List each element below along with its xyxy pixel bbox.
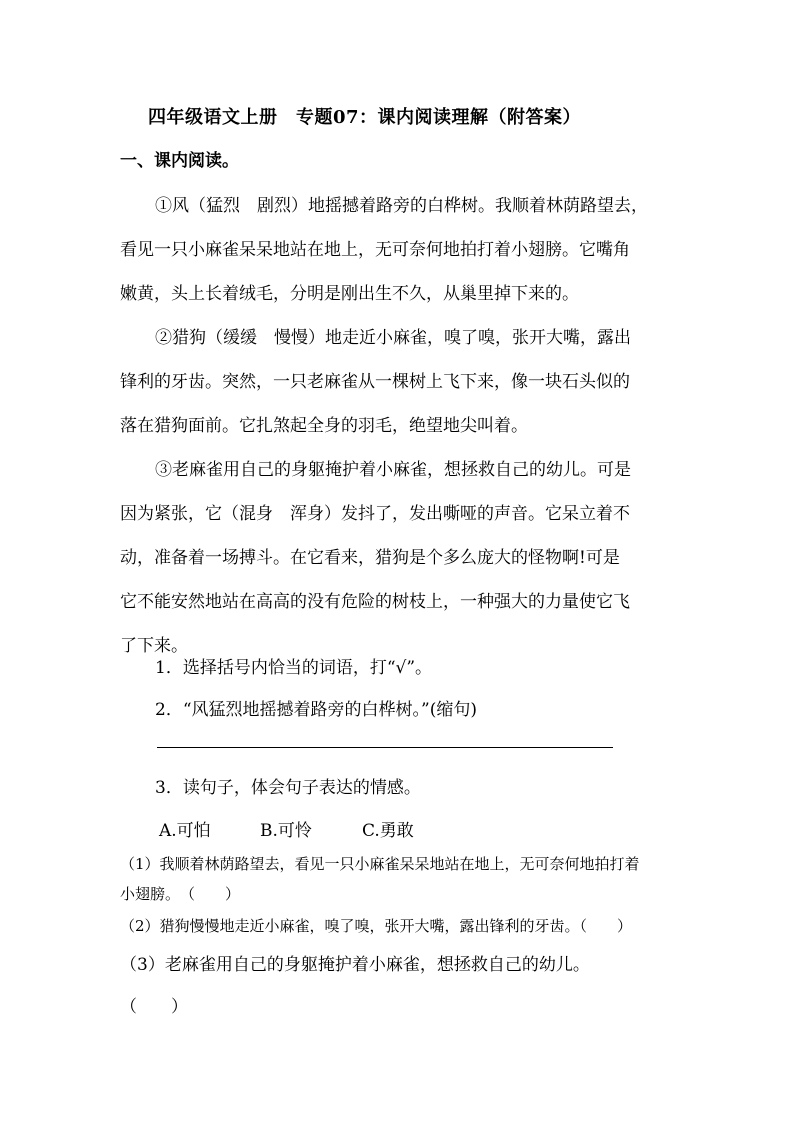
option-b: B.可怜 — [260, 821, 312, 841]
document-title: 四年级语文上册 专题07：课内阅读理解（附答案） — [148, 107, 582, 128]
passage-p1-line2: 看见一只小麻雀呆呆地站在地上，无可奈何地拍打着小翅膀。它嘴角 — [120, 240, 630, 260]
passage-p2-line3: 落在猎狗面前。它扎煞起全身的羽毛，绝望地尖叫着。 — [120, 416, 528, 436]
sub-question-1-line1: （1）我顺着林荫路望去，看见一只小麻雀呆呆地站在地上，无可奈何地拍打着 — [120, 855, 640, 873]
passage-p2-line1: ②猎狗（缓缓 慢慢）地走近小麻雀，嗅了嗅，张开大嘴，露出 — [155, 328, 631, 348]
passage-p3-line2: 因为紧张，它（混身 浑身）发抖了，发出嘶哑的声音。它呆立着不 — [120, 504, 630, 524]
sub-question-2: （2）猎狗慢慢地走近小麻雀，嗅了嗅，张开大嘴，露出锋利的牙齿。（ ） — [120, 917, 633, 935]
question-3: 3．读句子，体会句子表达的情感。 — [155, 778, 421, 798]
answer-blank-line[interactable] — [157, 747, 613, 748]
passage-p1-line1: ①风（猛烈 剧烈）地摇撼着路旁的白桦树。我顺着林荫路望去， — [155, 196, 648, 216]
option-c: C.勇敢 — [362, 821, 414, 841]
question-1: 1．选择括号内恰当的词语，打“√”。 — [155, 658, 433, 678]
question-2: 2．“风猛烈地摇撼着路旁的白桦树。”(缩句) — [155, 700, 477, 720]
sub-question-3-line2: （ ） — [120, 997, 188, 1017]
passage-p3-line3: 动，准备着一场搏斗。在它看来，猎狗是个多么庞大的怪物啊!可是 — [120, 548, 620, 568]
sub-question-3-line1: （3）老麻雀用自己的身躯掩护着小麻雀，想拯救自己的幼儿。 — [120, 955, 590, 975]
passage-p3-line5: 了下来。 — [120, 636, 188, 656]
passage-p1-line3: 嫩黄，头上长着绒毛，分明是刚出生不久，从巢里掉下来的。 — [120, 284, 579, 304]
passage-p3-line4: 它不能安然地站在高高的没有危险的树枝上，一种强大的力量使它飞 — [120, 592, 630, 612]
option-a: A.可怕 — [159, 821, 211, 841]
sub-question-1-line2: 小翅膀。 （ ） — [120, 885, 241, 903]
passage-p3-line1: ③老麻雀用自己的身躯掩护着小麻雀，想拯救自己的幼儿。可是 — [155, 460, 631, 480]
passage-p2-line2: 锋利的牙齿。突然，一只老麻雀从一棵树上飞下来，像一块石头似的 — [120, 372, 630, 392]
section-heading: 一、课内阅读。 — [120, 151, 239, 171]
